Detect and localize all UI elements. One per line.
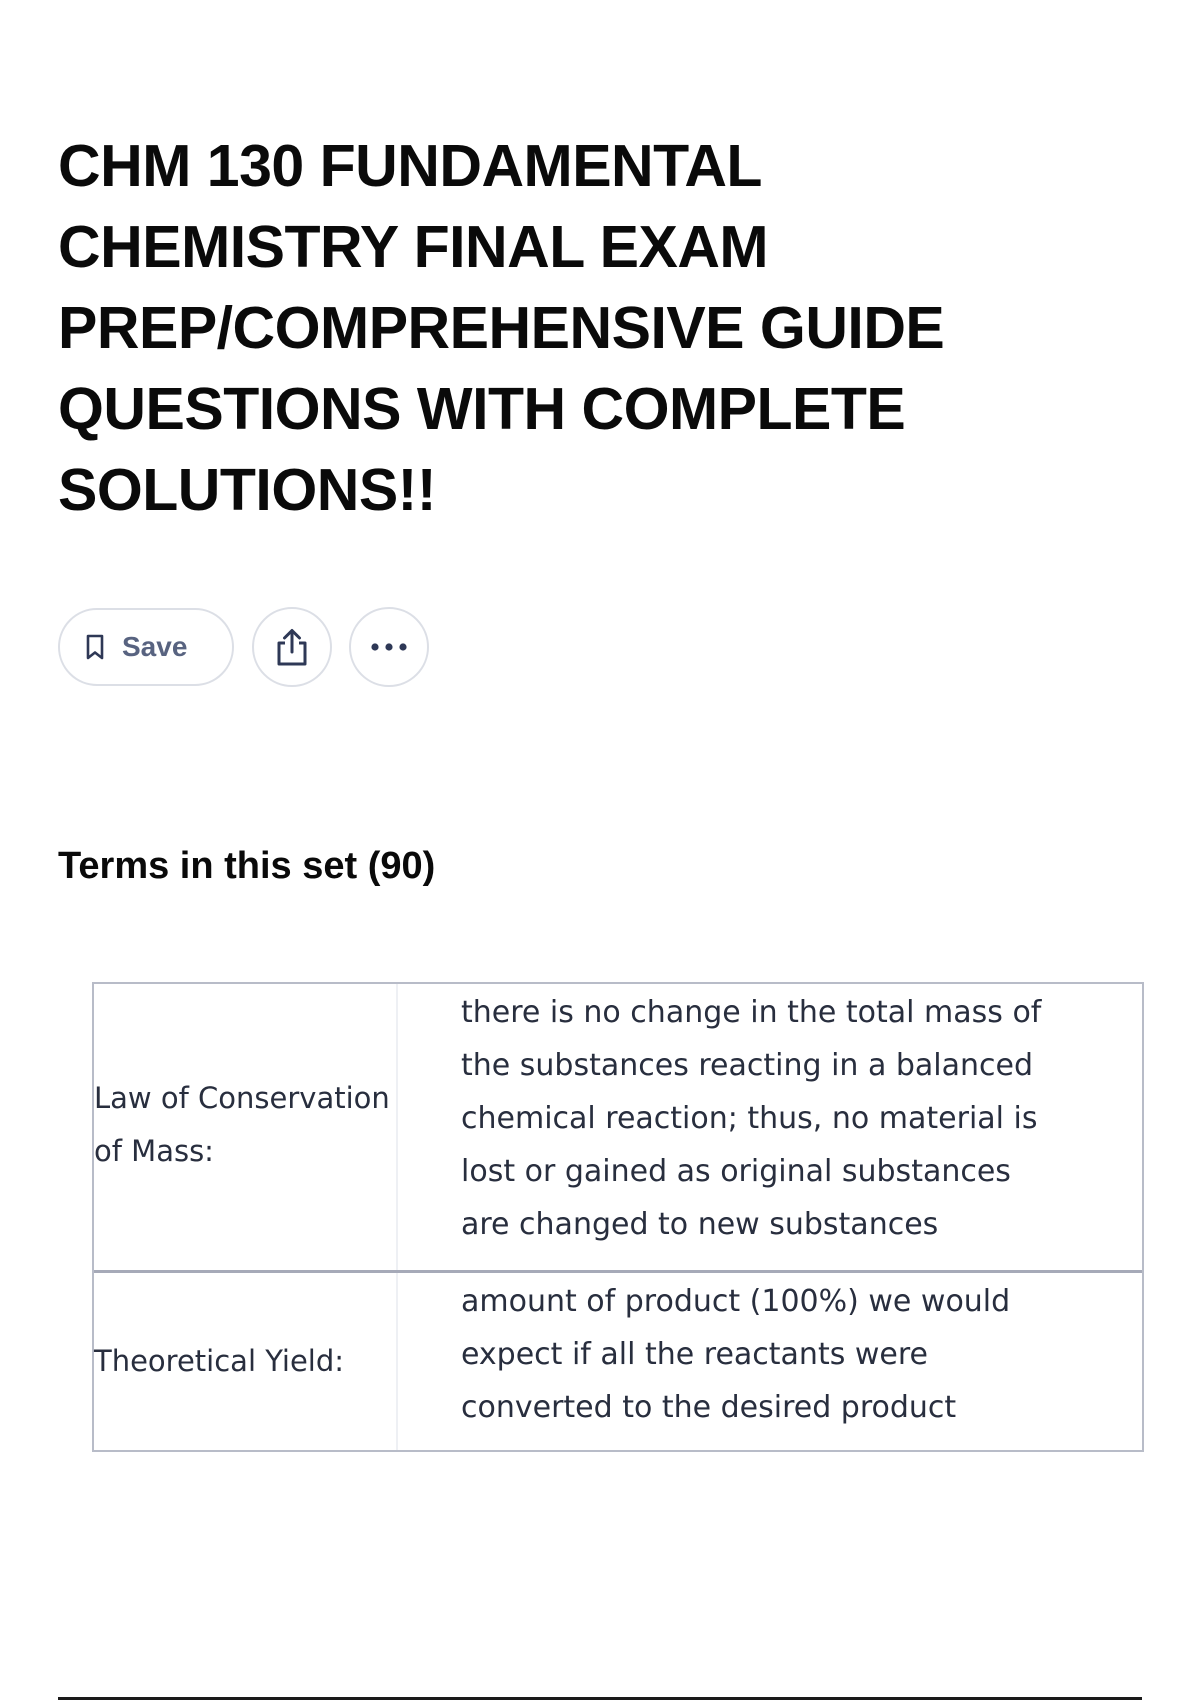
more-options-button[interactable] xyxy=(349,607,429,687)
more-options-icon xyxy=(369,642,409,652)
save-button[interactable] xyxy=(58,608,234,686)
term-row xyxy=(94,984,1142,1270)
share-button[interactable] xyxy=(252,607,332,687)
share-icon xyxy=(274,627,310,667)
definition-text: there is no change in the total mass of the substances reacting in a balanced chemical reaction; thus, no material is lost or gained as original substances are changed to new substances xyxy=(461,995,1042,1242)
term-text: Law of Conservation of Mass: xyxy=(94,984,398,1270)
term-row xyxy=(94,1270,1142,1450)
save-button-label: Save xyxy=(122,631,188,662)
term-text: Theoretical Yield: xyxy=(94,1273,398,1450)
terms-table xyxy=(92,982,1144,1452)
page-title: CHM 130 FUNDAMENTAL CHEMISTRY FINAL EXAM PREP/COMPREHENSIVE GUIDE QUESTIONS WITH COMPLETE SOLUTIONS!! xyxy=(58,133,945,523)
definition-text: amount of product (100%) we would expect if all the reactants were converted to the desired product xyxy=(461,1284,1011,1425)
bookmark-icon xyxy=(84,634,106,660)
terms-heading: Terms in this set (90) xyxy=(58,845,436,887)
action-toolbar xyxy=(58,607,429,687)
